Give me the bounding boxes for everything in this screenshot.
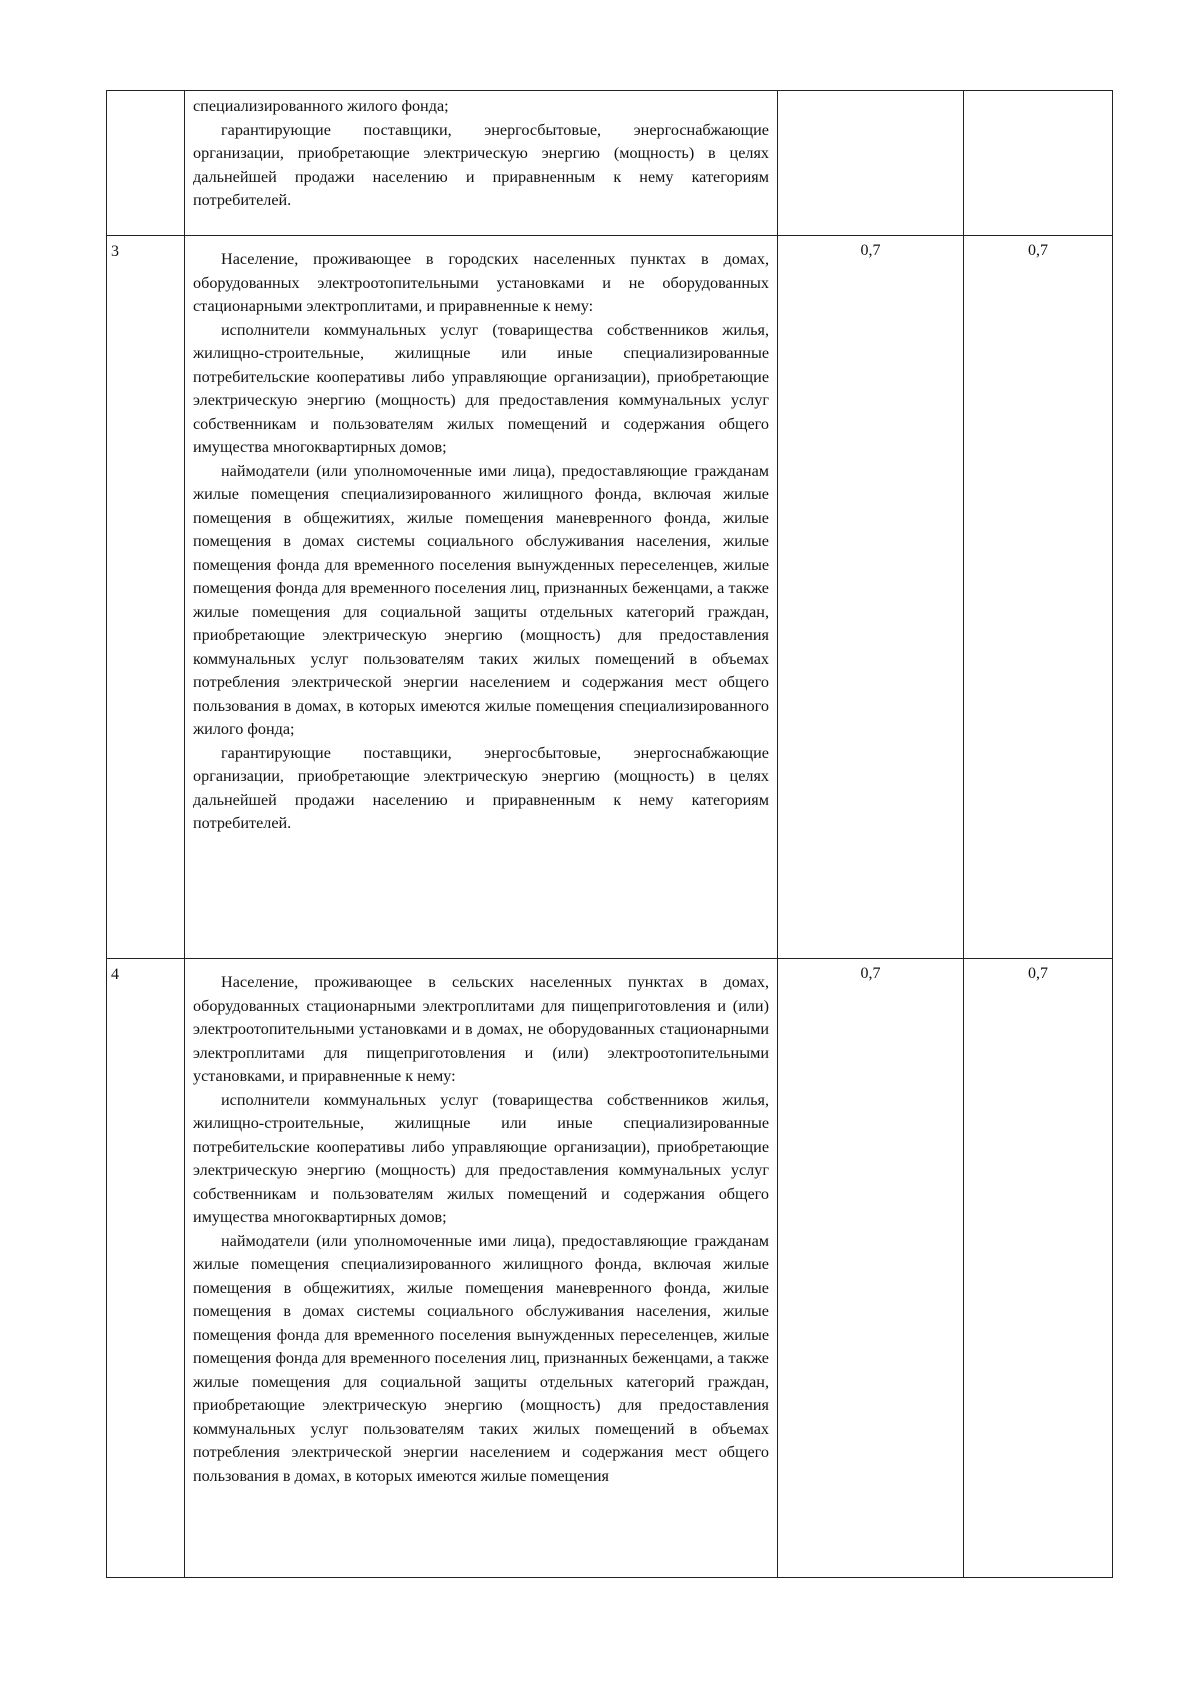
row-number-cell: 4 xyxy=(107,959,185,1578)
paragraph: Население, проживающее в городских населенных пунктах в домах, оборудованных электроотопительными установками и не оборудованных стационарными электроплитами, и приравненные к нему: xyxy=(193,250,769,315)
row-number-cell: 3 xyxy=(107,236,185,959)
paragraph: Население, проживающее в сельских населенных пунктах в домах, оборудованных стационарными электроплитами для пищеприготовления и (или) электроотопительными установками и в домах, не оборудованных стационарными электроплитами для пищеприготовления и (или) электроотопительными установками, и приравненные к нему: xyxy=(193,973,769,1085)
consumer-description-cell xyxy=(185,959,778,1578)
paragraph: гарантирующие поставщики, энергосбытовые, энергоснабжающие организации, приобретающие электрическую энергию (мощность) в целях дальнейшей продажи населению и приравненным к нему категориям потребителей. xyxy=(193,743,769,832)
value-cell-2 xyxy=(964,91,1113,236)
paragraph: гарантирующие поставщики, энергосбытовые, энергоснабжающие организации, приобретающие электрическую энергию (мощность) в целях дальнейшей продажи населению и приравненным к нему категориям потребителей. xyxy=(193,120,769,209)
table-row xyxy=(107,959,1113,1578)
value-cell-1: 0,7 xyxy=(778,236,964,959)
value-cell-2: 0,7 xyxy=(964,959,1113,1578)
paragraph: исполнители коммунальных услуг (товарищества собственников жилья, жилищно-строительные, жилищные или иные специализированные потребительские кооперативы либо управляющие организации), приобретающие электрическую энергию (мощность) для предоставления коммунальных услуг собственникам и пользователям жилых помещений и содержания общего имущества многоквартирных домов; xyxy=(193,1090,769,1226)
table-row xyxy=(107,91,1113,236)
paragraph: исполнители коммунальных услуг (товарищества собственников жилья, жилищно-строительные, жилищные или иные специализированные потребительские кооперативы либо управляющие организации), приобретающие электрическую энергию (мощность) для предоставления коммунальных услуг собственникам и пользователям жилых помещений и содержания общего имущества многоквартирных домов; xyxy=(193,320,769,456)
value-cell-1: 0,7 xyxy=(778,959,964,1578)
consumer-description-cell xyxy=(185,91,778,236)
paragraph: наймодатели (или уполномоченные ими лица), предоставляющие гражданам жилые помещения специализированного жилищного фонда, включая жилые помещения в общежитиях, жилые помещения маневренного фонда, жилые помещения в домах системы социального обслуживания населения, жилые помещения фонда для временного поселения вынужденных переселенцев, жилые помещения фонда для временного поселения лиц, признанных беженцами, а также жилые помещения для социальной защиты отдельных категорий граждан, приобретающие электрическую энергию (мощность) для предоставления коммунальных услуг пользователям таких жилых помещений в объемах потребления электрической энергии населением и содержания мест общего пользования в домах, в которых имеются жилые помещения специализированного жилого фонда; xyxy=(193,461,769,738)
value-cell-2: 0,7 xyxy=(964,236,1113,959)
consumer-description-cell xyxy=(185,236,778,959)
table-row xyxy=(107,236,1113,959)
row-number-cell xyxy=(107,91,185,236)
paragraph: наймодатели (или уполномоченные ими лица), предоставляющие гражданам жилые помещения специализированного жилищного фонда, включая жилые помещения в общежитиях, жилые помещения маневренного фонда, жилые помещения в домах системы социального обслуживания населения, жилые помещения фонда для временного поселения вынужденных переселенцев, жилые помещения фонда для временного поселения лиц, признанных беженцами, а также жилые помещения для социальной защиты отдельных категорий граждан, приобретающие электрическую энергию (мощность) для предоставления коммунальных услуг пользователям таких жилых помещений в объемах потребления электрической энергии населением и содержания мест общего пользования в домах, в которых имеются жилые помещения xyxy=(193,1231,769,1485)
paragraph: специализированного жилого фонда; xyxy=(193,97,449,115)
value-cell-1 xyxy=(778,91,964,236)
tariff-table xyxy=(106,90,1113,1578)
